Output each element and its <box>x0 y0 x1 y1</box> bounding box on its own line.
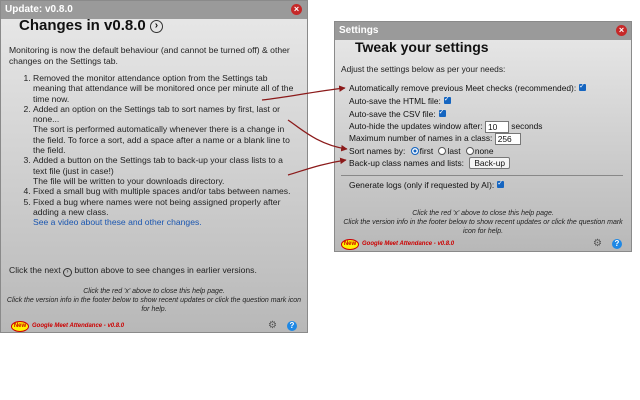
autohide-row <box>349 121 542 133</box>
backup-row <box>349 157 510 169</box>
change-item <box>33 197 295 218</box>
backup-button[interactable]: Back-up <box>469 157 510 169</box>
next-instructions <box>9 265 257 277</box>
updates-footer-text <box>1 287 307 314</box>
change-item <box>33 104 295 155</box>
change-item <box>33 155 295 186</box>
change-item-text: 2. Added an option on the Settings tab to sort names by first, last or none... <box>33 103 280 125</box>
version-info[interactable]: Google Meet Attendance - v0.8.0 <box>362 241 455 247</box>
autohide-label: Auto-hide the updates window after: <box>349 121 483 132</box>
close-icon[interactable]: × <box>291 4 302 15</box>
video-link[interactable]: See a video about these and other changes. <box>33 217 202 228</box>
next-version-icon[interactable]: › <box>150 20 163 33</box>
change-item-text: The file will be written to your downloads directory. <box>33 175 225 186</box>
settings-footer-text <box>335 209 631 236</box>
autosave-csv-checkbox[interactable] <box>439 110 446 117</box>
sort-none-radio[interactable] <box>466 147 474 155</box>
updates-heading <box>19 17 163 34</box>
max-names-row <box>349 133 521 145</box>
logs-checkbox[interactable] <box>497 181 504 188</box>
updates-footerbar <box>1 319 307 333</box>
footer-line2: Click the version info in the footer below to show recent updates or click the question mark icon for help. <box>343 219 623 235</box>
settings-divider <box>341 175 623 176</box>
change-item-text: 3. Added a button on the Settings tab to back-up your class lists to a text file (just in case!) <box>33 155 283 176</box>
change-item-text: 1. Removed the monitor attendance option from the Settings tab meaning that attendance will be monitored once per minute all of the time now. <box>33 73 294 104</box>
logs-label: Generate logs (only if requested by AI): <box>349 180 495 190</box>
help-icon[interactable]: ? <box>612 239 622 249</box>
gear-icon[interactable]: ⚙ <box>593 238 602 249</box>
change-item-text: 4. Fixed a small bug with multiple spaces and/or tabs between names. <box>33 186 291 197</box>
settings-titlebar <box>335 22 631 40</box>
change-item-text: 5. Fixed a bug where names were not being assigned properly after adding a new class. <box>33 196 281 217</box>
logs-row <box>349 180 504 191</box>
settings-title: Settings <box>339 25 379 36</box>
updates-heading-text: Changes in v0.8.0 <box>19 17 146 34</box>
sort-first-label: first <box>419 146 434 156</box>
footer-line1: Click the red 'x' above to close this help page. <box>412 210 554 217</box>
new-badge[interactable]: New <box>11 321 29 332</box>
settings-heading: Tweak your settings <box>355 39 489 55</box>
autosave-csv-row <box>349 109 446 120</box>
sort-first-radio[interactable] <box>411 147 419 155</box>
max-names-input[interactable]: 256 <box>495 133 521 145</box>
sort-none-label: none <box>474 146 494 156</box>
settings-panel <box>334 21 632 252</box>
new-badge[interactable]: New <box>341 239 359 250</box>
gear-icon[interactable]: ⚙ <box>268 320 277 331</box>
settings-intro: Adjust the settings below as per your needs: <box>341 64 506 74</box>
updates-title: Update: v0.8.0 <box>5 4 73 15</box>
sort-label: Sort names by: <box>349 146 406 156</box>
footer-line1: Click the red 'x' above to close this help page. <box>83 288 225 295</box>
sort-last-label: last <box>447 146 461 156</box>
sort-last-radio[interactable] <box>438 147 446 155</box>
footer-line2: Click the version info in the footer below to show recent updates or click the question mark icon for help. <box>6 297 302 313</box>
version-info[interactable]: Google Meet Attendance - v0.8.0 <box>32 323 125 329</box>
settings-footerbar <box>335 237 631 251</box>
autosave-html-checkbox[interactable] <box>444 97 451 104</box>
autosave-html-row <box>349 96 451 107</box>
change-item <box>33 186 295 196</box>
backup-label: Back-up class names and lists: <box>349 158 464 168</box>
autohide-unit: seconds <box>511 121 543 132</box>
remove-checks-row <box>349 83 586 94</box>
sort-row <box>349 146 494 157</box>
help-icon[interactable]: ? <box>287 321 297 331</box>
close-icon[interactable]: × <box>616 25 627 36</box>
updates-intro: Monitoring is now the default behaviour (and cannot be turned off) & other changes on the Settings tab. <box>9 45 290 66</box>
remove-checks-label: Automatically remove previous Meet checks (recommended): <box>349 83 577 93</box>
change-item <box>33 73 295 104</box>
changes-list <box>5 73 295 227</box>
updates-panel <box>0 0 308 333</box>
change-item-text: The sort is performed automatically whenever there is a change in the field. To force a sort, add a space after a name or a blank line to the field. <box>33 124 290 156</box>
remove-checks-checkbox[interactable] <box>579 84 586 91</box>
max-names-label: Maximum number of names in a class: <box>349 133 493 144</box>
autosave-csv-label: Auto-save the CSV file: <box>349 109 436 119</box>
next-text-after: button above to see changes in earlier versions. <box>74 265 257 275</box>
autosave-html-label: Auto-save the HTML file: <box>349 96 441 106</box>
autohide-input[interactable]: 10 <box>485 121 509 133</box>
next-inline-icon: › <box>63 268 72 277</box>
next-text-before: Click the next <box>9 265 61 275</box>
